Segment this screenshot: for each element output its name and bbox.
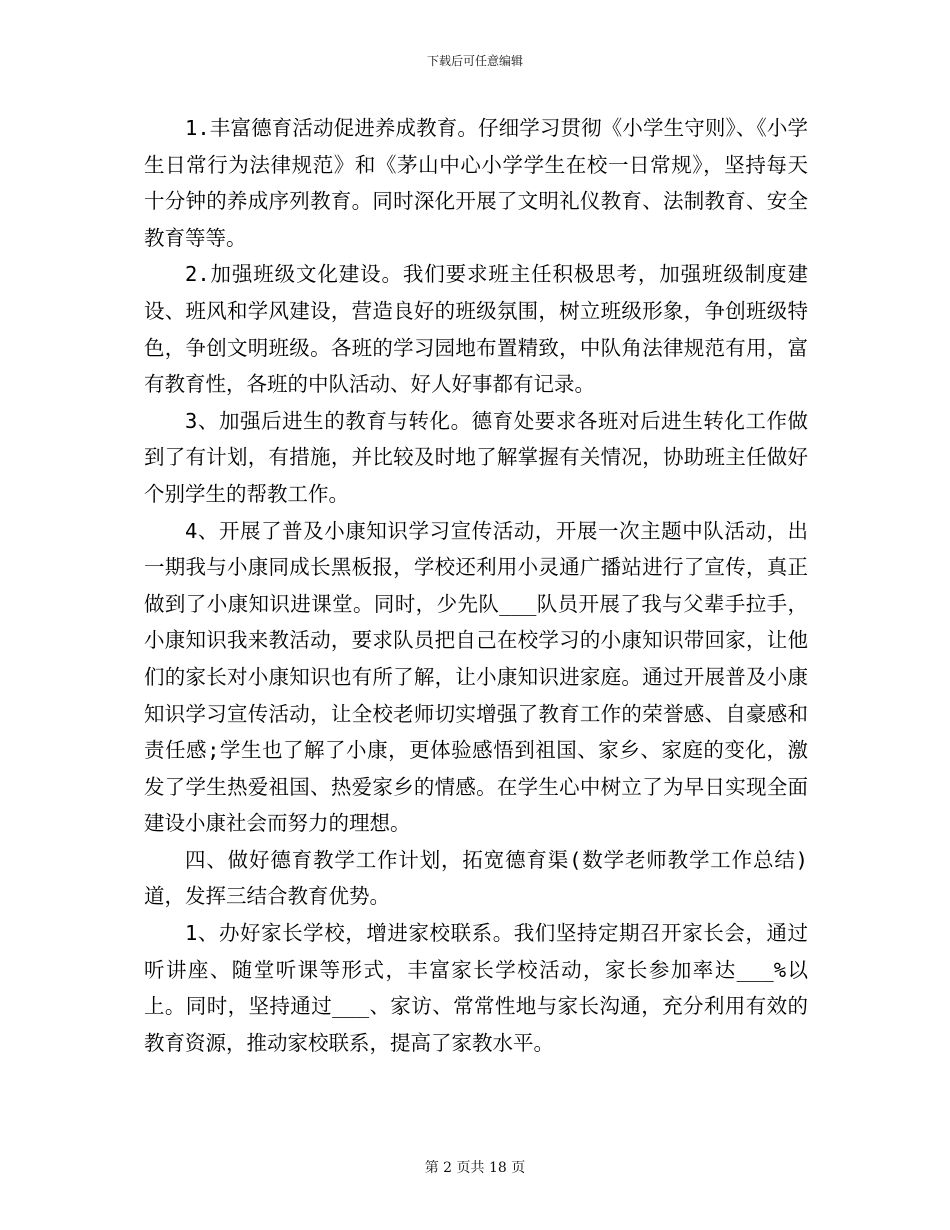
page-number-footer: 第 2 页共 18 页 (424, 1160, 526, 1176)
section-heading-4: 四、做好德育教学工作计划，拓宽德育渠(数学老师教学工作总结)道，发挥三结合教育优势。 (144, 847, 808, 909)
paragraph-1: 1.丰富德育活动促进养成教育。仔细学习贯彻《小学生守则》、《小学生日常行为法律规范》和《茅山中心小学学生在校一日常规》，坚持每天十分钟的养成序列教育。同时深化开展了文明礼仪教育、法制教育、安全教育等等。 (144, 116, 808, 250)
page-header: 下载后可任意编辑 (426, 54, 523, 68)
paragraph-4: 4、开展了普及小康知识学习宣传活动，开展一次主题中队活动，出一期我与小康同成长黑板报，学校还利用小灵通广播站进行了宣传，真正做到了小康知识进课堂。同时，少先队___队员开展了我与父辈手拉手，小康知识我来教活动，要求队员把自己在校学习的小康知识带回家，让他们的家长对小康知识也有所了解，让小康知识进家庭。通过开展普及小康知识学习宣传活动，让全校老师切实增强了教育工作的荣誉感、自豪感和责任感;学生也了解了小康，更体验感悟到祖国、家乡、家庭的变化，激发了学生热爱祖国、热爱家乡的情感。在学生心中树立了为早日实现全面建设小康社会而努力的理想。 (144, 518, 808, 836)
document-body (144, 110, 808, 1061)
paragraph-3: 3、加强后进生的教育与转化。德育处要求各班对后进生转化工作做到了有计划，有措施，并比较及时地了解掌握有关情况，协助班主任做好个别学生的帮教工作。 (144, 408, 808, 506)
paragraph-5: 1、办好家长学校，增进家校联系。我们坚持定期召开家长会，通过听讲座、随堂听课等形式，丰富家长学校活动，家长参加率达___%以上。同时，坚持通过___、家访、常常性地与家长沟通，充分利用有效的教育资源，推动家校联系，提高了家教水平。 (144, 921, 808, 1055)
paragraph-2: 2.加强班级文化建设。我们要求班主任积极思考，加强班级制度建设、班风和学风建设，营造良好的班级氛围，树立班级形象，争创班级特色，争创文明班级。各班的学习园地布置精致，中队角法律规范有用，富有教育性，各班的中队活动、好人好事都有记录。 (144, 262, 808, 397)
